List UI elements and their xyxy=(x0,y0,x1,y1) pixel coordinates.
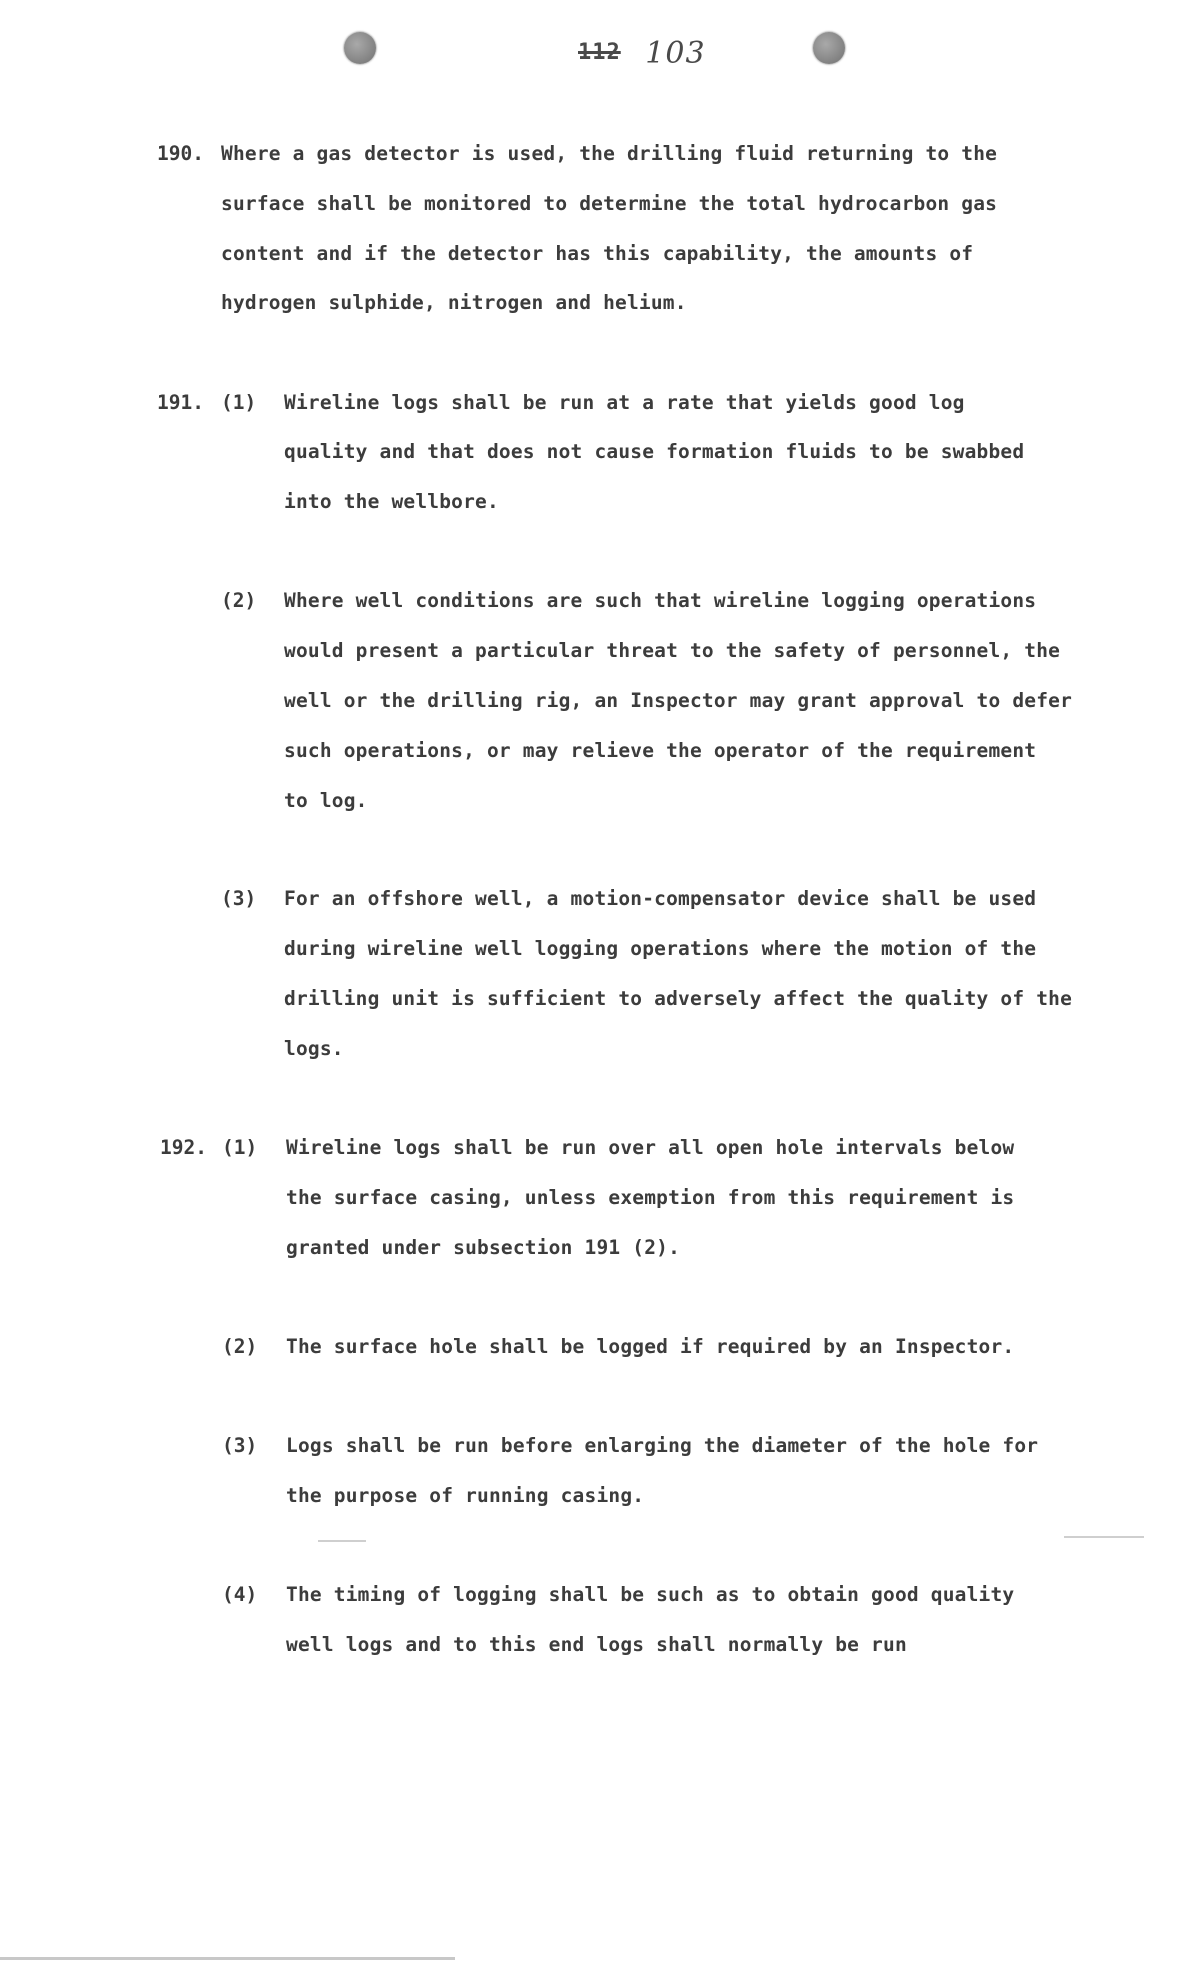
scan-edge-line xyxy=(0,1957,455,1960)
subsection-line: The surface hole shall be logged if required by an Inspector. xyxy=(286,1335,1015,1358)
subsection-label: (2) xyxy=(221,589,257,612)
section-line: hydrogen sulphide, nitrogen and helium. xyxy=(221,291,687,314)
subsection-line: logs. xyxy=(284,1037,344,1060)
subsection-label: (3) xyxy=(222,1434,258,1457)
section-line: content and if the detector has this capability, the amounts of xyxy=(221,242,974,265)
subsection-label: (1) xyxy=(222,1136,258,1159)
section-line: surface shall be monitored to determine the total hydrocarbon gas xyxy=(221,192,998,215)
punch-hole-left xyxy=(344,32,376,64)
subsection-line: Logs shall be run before enlarging the diameter of the hole for xyxy=(286,1434,1039,1457)
subsection-line: For an offshore well, a motion-compensator device shall be used xyxy=(284,887,1037,910)
subsection-label: (2) xyxy=(222,1335,258,1358)
subsection-line: drilling unit is sufficient to adversely affect the quality of the xyxy=(284,987,1073,1010)
section-number: 190. xyxy=(157,142,204,165)
subsection-label: (4) xyxy=(222,1583,258,1606)
subsection-label: (3) xyxy=(221,887,257,910)
subsection-line: such operations, or may relieve the operator of the requirement xyxy=(284,739,1037,762)
subsection-line: Where well conditions are such that wireline logging operations xyxy=(284,589,1037,612)
subsection-line: the purpose of running casing. xyxy=(286,1484,645,1507)
section-number: 192. xyxy=(160,1136,207,1159)
subsection-line: well logs and to this end logs shall normally be run xyxy=(286,1633,907,1656)
subsection-line: Wireline logs shall be run over all open hole intervals below xyxy=(286,1136,1015,1159)
subsection-line: well or the drilling rig, an Inspector may grant approval to defer xyxy=(284,689,1073,712)
subsection-line: into the wellbore. xyxy=(284,490,499,513)
section-line: Where a gas detector is used, the drilling fluid returning to the xyxy=(221,142,998,165)
subsection-line: Wireline logs shall be run at a rate that yields good log xyxy=(284,391,965,414)
section-number: 191. xyxy=(157,391,204,414)
page-number xyxy=(578,36,706,71)
scan-speck xyxy=(1064,1536,1144,1538)
subsection-line: the surface casing, unless exemption from this requirement is xyxy=(286,1186,1015,1209)
subsection-line: granted under subsection 191 (2). xyxy=(286,1236,681,1259)
punch-hole-right xyxy=(813,32,845,64)
subsection-line: during wireline well logging operations where the motion of the xyxy=(284,937,1037,960)
page-number-struck: 112 xyxy=(578,40,621,65)
scan-speck xyxy=(318,1540,366,1542)
subsection-label: (1) xyxy=(221,391,257,414)
subsection-line: The timing of logging shall be such as to obtain good quality xyxy=(286,1583,1015,1606)
subsection-line: to log. xyxy=(284,789,368,812)
subsection-line: would present a particular threat to the safety of personnel, the xyxy=(284,639,1061,662)
subsection-line: quality and that does not cause formation fluids to be swabbed xyxy=(284,440,1025,463)
page-number-handwritten: 103 xyxy=(645,36,706,71)
